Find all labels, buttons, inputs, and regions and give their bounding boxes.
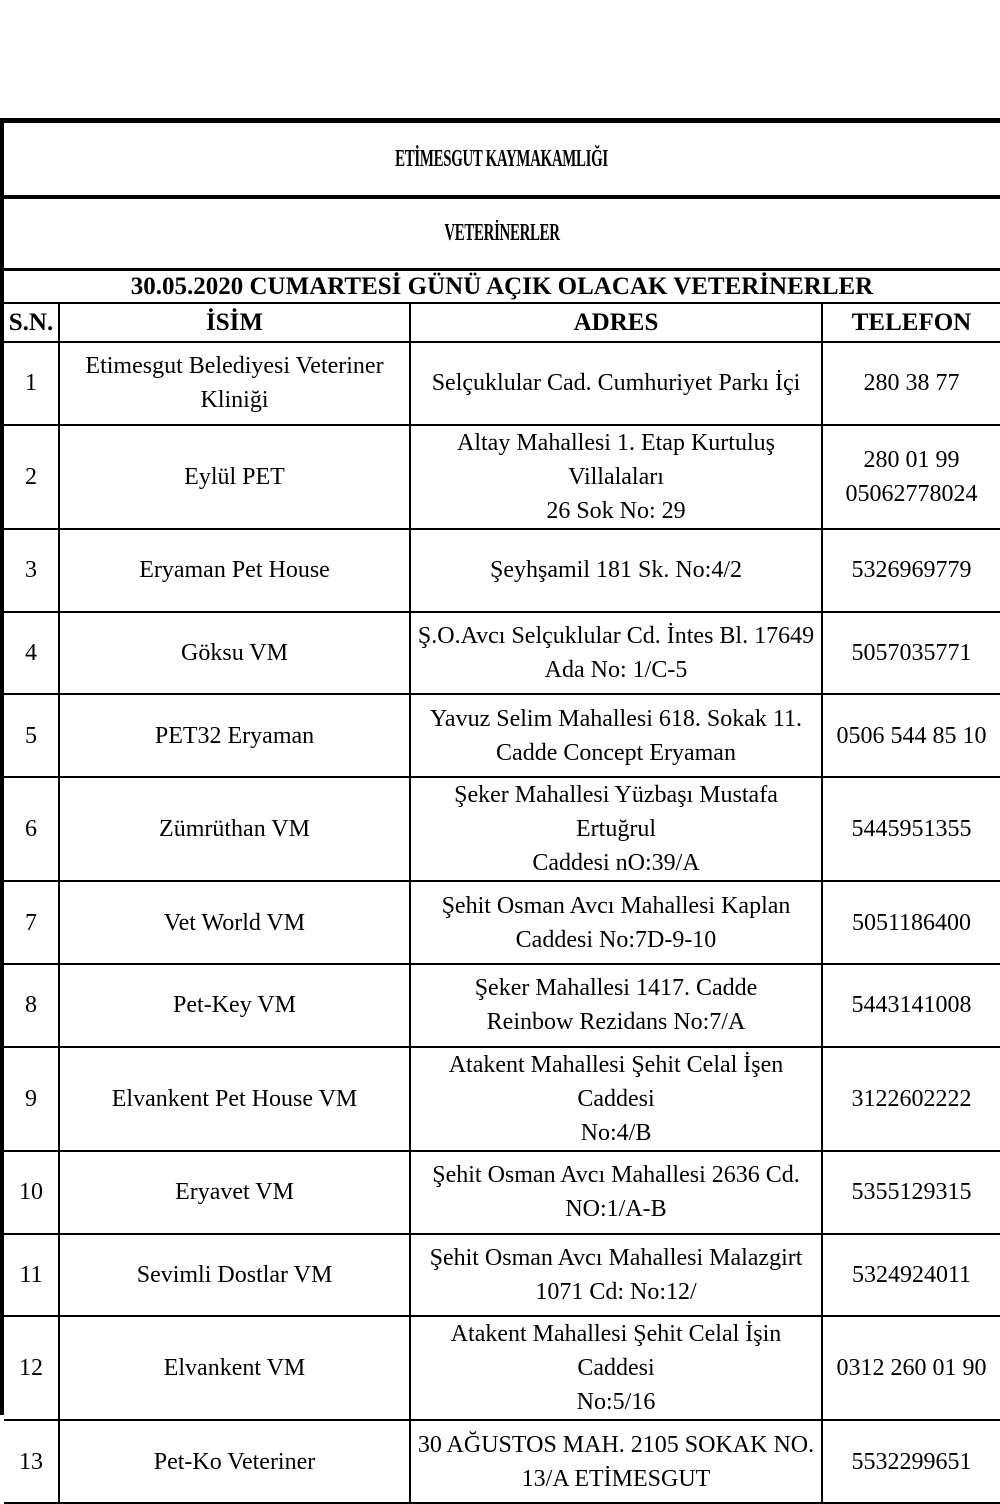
cell-sn: 3 [4, 529, 59, 612]
cell-name-line: Etimesgut Belediyesi Veteriner [85, 353, 384, 380]
cell-address [410, 881, 822, 964]
cell-phone [822, 1151, 1000, 1234]
cell-name [59, 881, 410, 964]
table-row [4, 881, 1000, 964]
cell-phone-line: 5324924011 [851, 1261, 972, 1288]
cell-name [59, 1234, 410, 1317]
cell-name-line: Elvankent VM [163, 1355, 306, 1382]
table-header-row [4, 304, 1000, 342]
table-row [4, 694, 1000, 777]
cell-address-line: Şeker Mahallesi 1417. Cadde [474, 975, 758, 1002]
cell-address-line: Selçuklular Cad. Cumhuriyet Parkı İçi [431, 370, 801, 397]
cell-name-line: Sevimli Dostlar VM [136, 1261, 333, 1288]
cell-address-line: No:4/B [580, 1119, 652, 1146]
table-row [4, 1316, 1000, 1420]
cell-sn: 10 [4, 1151, 59, 1234]
cell-sn: 9 [4, 1047, 59, 1151]
table-row [4, 1420, 1000, 1503]
cell-address [410, 612, 822, 695]
cell-phone-line: 5051186400 [851, 909, 972, 936]
cell-name [59, 529, 410, 612]
cell-phone [822, 777, 1000, 881]
cell-address-line: 1071 Cd: No:12/ [535, 1278, 697, 1305]
cell-name-line: Eryaman Pet House [139, 557, 330, 584]
cell-address [410, 529, 822, 612]
cell-name-line: Göksu VM [181, 639, 288, 666]
cell-phone [822, 1420, 1000, 1503]
cell-sn: 11 [4, 1234, 59, 1317]
cell-phone-line: 5355129315 [851, 1179, 972, 1206]
cell-sn: 4 [4, 612, 59, 695]
cell-phone [822, 425, 1000, 529]
cell-phone-line: 0312 260 01 90 [836, 1355, 987, 1382]
table-row [4, 425, 1000, 529]
table-row [4, 777, 1000, 881]
cell-address-line: NO:1/A-B [565, 1196, 667, 1223]
column-header-phone: TELEFON [822, 304, 1000, 342]
cell-phone-line: 5443141008 [851, 992, 972, 1019]
table-row [4, 964, 1000, 1047]
date-heading: 30.05.2020 CUMARTESİ GÜNÜ AÇIK OLACAK VETERİNERLER [4, 271, 1000, 304]
section-title-text: VETERİNERLER [444, 220, 560, 246]
cell-sn: 6 [4, 777, 59, 881]
cell-phone [822, 881, 1000, 964]
cell-address [410, 1420, 822, 1503]
column-header-address: ADRES [410, 304, 822, 342]
cell-address-line: Altay Mahallesi 1. Etap Kurtuluş Villalaları [457, 429, 775, 490]
cell-address-line: Ada No: 1/C-5 [544, 656, 688, 683]
cell-address-line: 30 AĞUSTOS MAH. 2105 SOKAK NO. [417, 1431, 815, 1458]
cell-address-line: 26 Sok No: 29 [546, 497, 686, 524]
cell-address [410, 1234, 822, 1317]
cell-address [410, 425, 822, 529]
cell-name-line: Kliniği [200, 387, 269, 414]
column-header-name: İSİM [59, 304, 410, 342]
cell-address-line: Şeyhşamil 181 Sk. No:4/2 [489, 557, 742, 584]
cell-name [59, 1420, 410, 1503]
cell-phone-line: 280 01 99 [863, 446, 960, 473]
cell-address-line: Şehit Osman Avcı Mahallesi Kaplan [441, 892, 791, 919]
cell-address-line: Şeker Mahallesi Yüzbaşı Mustafa Ertuğrul [454, 782, 778, 843]
cell-phone [822, 529, 1000, 612]
cell-phone-line: 05062778024 [845, 480, 978, 507]
table-body [4, 342, 1000, 1503]
table-row [4, 1047, 1000, 1151]
cell-phone-line: 5057035771 [851, 639, 972, 666]
cell-name [59, 612, 410, 695]
cell-phone [822, 612, 1000, 695]
cell-address [410, 964, 822, 1047]
cell-name [59, 1047, 410, 1151]
cell-address [410, 1047, 822, 1151]
cell-address-line: Caddesi No:7D-9-10 [515, 926, 717, 953]
cell-name-line: Elvankent Pet House VM [111, 1085, 358, 1112]
cell-name-line: Vet World VM [163, 909, 306, 936]
cell-name [59, 777, 410, 881]
cell-sn: 2 [4, 425, 59, 529]
cell-address [410, 1151, 822, 1234]
cell-name-line: Eryavet VM [175, 1179, 294, 1206]
cell-sn: 5 [4, 694, 59, 777]
table-row [4, 1151, 1000, 1234]
cell-address-line: Caddesi nO:39/A [532, 850, 700, 877]
cell-address-line: 13/A ETİMESGUT [521, 1465, 711, 1492]
cell-name-line: Eylül PET [184, 463, 285, 490]
table-row [4, 342, 1000, 425]
cell-phone-line: 5326969779 [851, 557, 972, 584]
cell-sn: 13 [4, 1420, 59, 1503]
cell-name [59, 964, 410, 1047]
column-header-sn: S.N. [4, 304, 59, 342]
cell-sn: 7 [4, 881, 59, 964]
document-title-text: ETİMESGUT KAYMAKAMLIĞI [395, 145, 609, 172]
cell-phone-line: 5445951355 [851, 816, 972, 843]
table-row [4, 1234, 1000, 1317]
cell-phone [822, 1234, 1000, 1317]
cell-phone [822, 964, 1000, 1047]
cell-name [59, 1316, 410, 1420]
cell-address-line: Reinbow Rezidans No:7/A [486, 1009, 746, 1036]
cell-address [410, 1316, 822, 1420]
cell-name [59, 425, 410, 529]
cell-phone-line: 3122602222 [851, 1085, 972, 1112]
cell-address-line: Atakent Mahallesi Şehit Celal İşen Caddesi [448, 1051, 784, 1112]
cell-sn: 8 [4, 964, 59, 1047]
cell-address-line: Atakent Mahallesi Şehit Celal İşin Caddesi [450, 1321, 782, 1382]
cell-name-line: Zümrüthan VM [159, 816, 310, 843]
cell-name-line: Pet-Key VM [173, 992, 296, 1019]
cell-address-line: Yavuz Selim Mahallesi 618. Sokak 11. [430, 705, 802, 732]
cell-address [410, 694, 822, 777]
cell-address-line: No:5/16 [576, 1389, 656, 1416]
cell-name [59, 1151, 410, 1234]
cell-sn: 1 [4, 342, 59, 425]
document-sheet [0, 118, 1000, 1492]
document-title [4, 123, 1000, 199]
cell-name-line: Pet-Ko Veteriner [153, 1448, 316, 1475]
veterinarians-table [4, 304, 1000, 1504]
cell-phone-line: 5532299651 [851, 1448, 972, 1475]
cell-phone-line: 280 38 77 [863, 370, 960, 397]
cell-address [410, 342, 822, 425]
cell-name [59, 694, 410, 777]
table-row [4, 612, 1000, 695]
cell-address-line: Ş.O.Avcı Selçuklular Cd. İntes Bl. 17649 [417, 622, 815, 649]
cell-address [410, 777, 822, 881]
cell-phone [822, 1047, 1000, 1151]
cell-address-line: Şehit Osman Avcı Mahallesi 2636 Cd. [432, 1162, 800, 1189]
cell-phone [822, 694, 1000, 777]
cell-phone [822, 1316, 1000, 1420]
cell-sn: 12 [4, 1316, 59, 1420]
table-row [4, 529, 1000, 612]
cell-name-line: PET32 Eryaman [154, 722, 315, 749]
cell-address-line: Şehit Osman Avcı Mahallesi Malazgirt [429, 1244, 803, 1271]
cell-phone-line: 0506 544 85 10 [836, 722, 987, 749]
cell-name [59, 342, 410, 425]
cell-phone [822, 342, 1000, 425]
section-title [4, 199, 1000, 271]
cell-address-line: Cadde Concept Eryaman [496, 739, 736, 766]
